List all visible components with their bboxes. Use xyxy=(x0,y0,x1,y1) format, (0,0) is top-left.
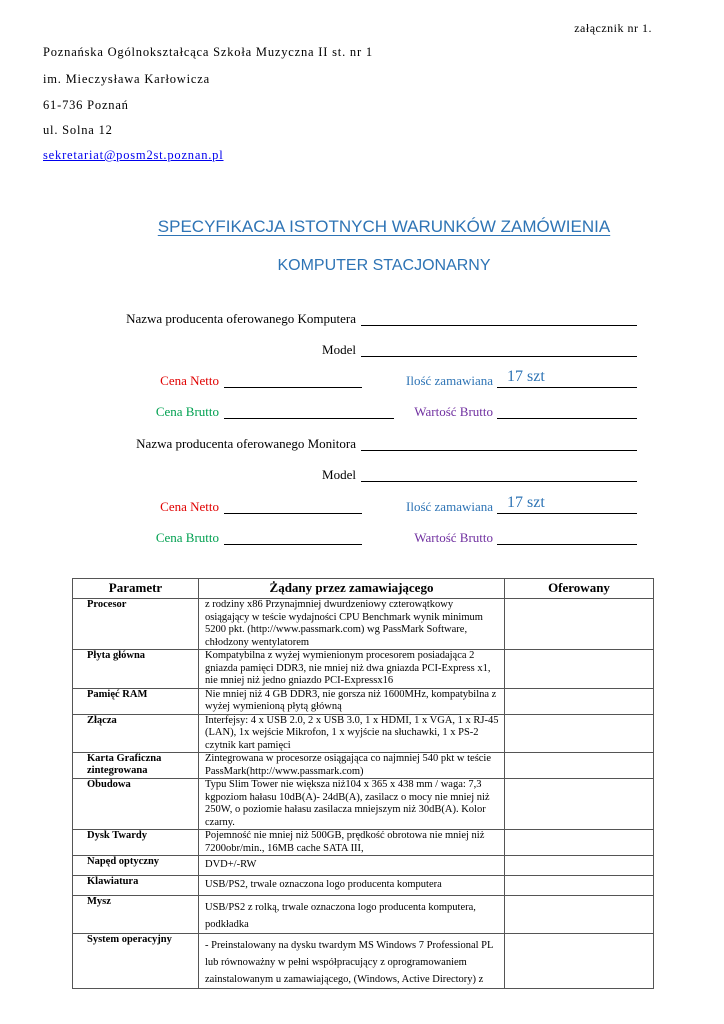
table-row xyxy=(73,934,654,989)
monitor-gross-price-label: Cena Brutto xyxy=(155,530,219,545)
school-name: Poznańska Ogólnokształcąca Szkoła Muzyczna II st. nr 1 xyxy=(43,45,373,59)
table-header-row xyxy=(73,579,654,599)
row-offered-cell[interactable] xyxy=(505,876,654,896)
monitor-gross-value-label: Wartość Brutto xyxy=(414,530,493,545)
row-requirement: USB/PS2 z rolką, trwale oznaczona logo producenta komputera, podkładka xyxy=(199,896,505,934)
row-param: System operacyjny xyxy=(73,934,199,989)
header-zadany: Żądany przez zamawiającego xyxy=(199,579,505,599)
document-title: SPECYFIKACJA ISTOTNYCH WARUNKÓW ZAMÓWIENIA xyxy=(157,217,611,236)
monitor-qty-label: Ilość zamawiana xyxy=(406,499,493,514)
row-param: Obudowa xyxy=(73,779,199,830)
monitor-gross-value-field[interactable] xyxy=(497,530,637,545)
row-param: Pamięć RAM xyxy=(73,688,199,714)
monitor-net-price-label: Cena Netto xyxy=(160,499,219,514)
computer-model-field[interactable] xyxy=(361,342,637,357)
computer-gross-price-label: Cena Brutto xyxy=(155,404,219,419)
row-requirement: Nie mniej niż 4 GB DDR3, nie gorsza niż 1600MHz, kompatybilna z wyżej wymienioną płytą główną xyxy=(199,688,505,714)
table-row xyxy=(73,856,654,876)
computer-gross-value-field[interactable] xyxy=(497,404,637,419)
row-param: Mysz xyxy=(73,896,199,934)
row-requirement: Zintegrowana w procesorze osiągająca co najmniej 540 pkt w teście PassMark(http://www.passmark.com) xyxy=(199,753,505,779)
row-requirement: Pojemność nie mniej niż 500GB, prędkość obrotowa nie mniej niż 7200obr/min., 16MB cache SATA III, xyxy=(199,830,505,856)
school-email-link[interactable]: sekretariat@posm2st.poznan.pl xyxy=(43,148,224,162)
monitor-model-label: Model xyxy=(322,467,356,482)
computer-net-price-field[interactable] xyxy=(224,373,362,388)
row-param: Złącza xyxy=(73,714,199,753)
table-row xyxy=(73,753,654,779)
row-requirement: USB/PS2, trwale oznaczona logo producenta komputera xyxy=(199,876,505,896)
row-requirement: DVD+/-RW xyxy=(199,856,505,876)
monitor-producer-field[interactable] xyxy=(361,436,637,451)
row-param: Procesor xyxy=(73,599,199,650)
table-row xyxy=(73,876,654,896)
row-param: Klawiatura xyxy=(73,876,199,896)
table-row xyxy=(73,830,654,856)
row-offered-cell[interactable] xyxy=(505,714,654,753)
computer-qty-value: 17 szt xyxy=(507,368,545,385)
row-offered-cell[interactable] xyxy=(505,856,654,876)
table-row xyxy=(73,714,654,753)
computer-net-price-label: Cena Netto xyxy=(160,373,219,388)
row-requirement: Typu Slim Tower nie większa niż104 x 365 x 438 mm / waga: 7,3 kgpoziom hałasu 10dB(A)- 24dB(A), zasilacz o mocy nie mniej niż 250W, o poziomie hałasu zasilacza mniejszym niż 30dB(A). Kolor czarny. xyxy=(199,779,505,830)
row-param: Dysk Twardy xyxy=(73,830,199,856)
school-postal-code: 61-736 Poznań xyxy=(43,98,129,112)
annex-label: załącznik nr 1. xyxy=(574,21,652,35)
table-row xyxy=(73,779,654,830)
row-offered-cell[interactable] xyxy=(505,830,654,856)
row-offered-cell[interactable] xyxy=(505,896,654,934)
school-patron: im. Mieczysława Karłowicza xyxy=(43,72,210,86)
document-subtitle: KOMPUTER STACJONARNY xyxy=(277,257,491,274)
row-requirement: Kompatybilna z wyżej wymienionym procesorem posiadająca 2 gniazda pamięci DDR3, nie mniej niż dwa gniazda PCI-Express x1, nie mniej niż jedno gniazdo PCI-Expressx16 xyxy=(199,650,505,689)
monitor-gross-price-field[interactable] xyxy=(224,530,362,545)
computer-model-label: Model xyxy=(322,342,356,357)
computer-gross-price-field[interactable] xyxy=(224,404,394,419)
table-row xyxy=(73,688,654,714)
computer-producer-field[interactable] xyxy=(361,311,637,326)
monitor-net-price-field[interactable] xyxy=(224,499,362,514)
monitor-model-field[interactable] xyxy=(361,467,637,482)
row-param: Karta Graficzna zintegrowana xyxy=(73,753,199,779)
table-row xyxy=(73,599,654,650)
row-offered-cell[interactable] xyxy=(505,779,654,830)
row-offered-cell[interactable] xyxy=(505,753,654,779)
computer-producer-label: Nazwa producenta oferowanego Komputera xyxy=(126,311,356,326)
monitor-producer-label: Nazwa producenta oferowanego Monitora xyxy=(136,436,356,451)
computer-gross-value-label: Wartość Brutto xyxy=(414,404,493,419)
monitor-qty-value: 17 szt xyxy=(507,494,545,511)
table-row xyxy=(73,650,654,689)
row-requirement: - Preinstalowany na dysku twardym MS Windows 7 Professional PL lub równoważny w pełni współpracujący z oprogramowaniem zainstalowanym u zamawiającego, (Windows, Active Directory) z xyxy=(199,934,505,989)
table-row xyxy=(73,896,654,934)
header-oferowany: Oferowany xyxy=(505,579,654,599)
header-parametr: Parametr xyxy=(73,579,199,599)
row-requirement: z rodziny x86 Przynajmniej dwurdzeniowy czterowątkowy osiągający w teście wydajności CPU Benchmark wynik minimum 5200 pkt. (http://www.passmark.com) wg PassMark Software, chłodzony wentylatorem xyxy=(199,599,505,650)
row-offered-cell[interactable] xyxy=(505,934,654,989)
row-param: Płyta główna xyxy=(73,650,199,689)
computer-qty-label: Ilość zamawiana xyxy=(406,373,493,388)
specification-table xyxy=(72,578,654,989)
row-param: Napęd optyczny xyxy=(73,856,199,876)
school-street: ul. Solna 12 xyxy=(43,123,113,137)
row-requirement: Interfejsy: 4 x USB 2.0, 2 x USB 3.0, 1 x HDMI, 1 x VGA, 1 x RJ-45 (LAN), 1x wejście Mikrofon, 1 x wyjście na słuchawki, 1 x PS-2 czytnik kart pamięci xyxy=(199,714,505,753)
row-offered-cell[interactable] xyxy=(505,599,654,650)
row-offered-cell[interactable] xyxy=(505,650,654,689)
row-offered-cell[interactable] xyxy=(505,688,654,714)
